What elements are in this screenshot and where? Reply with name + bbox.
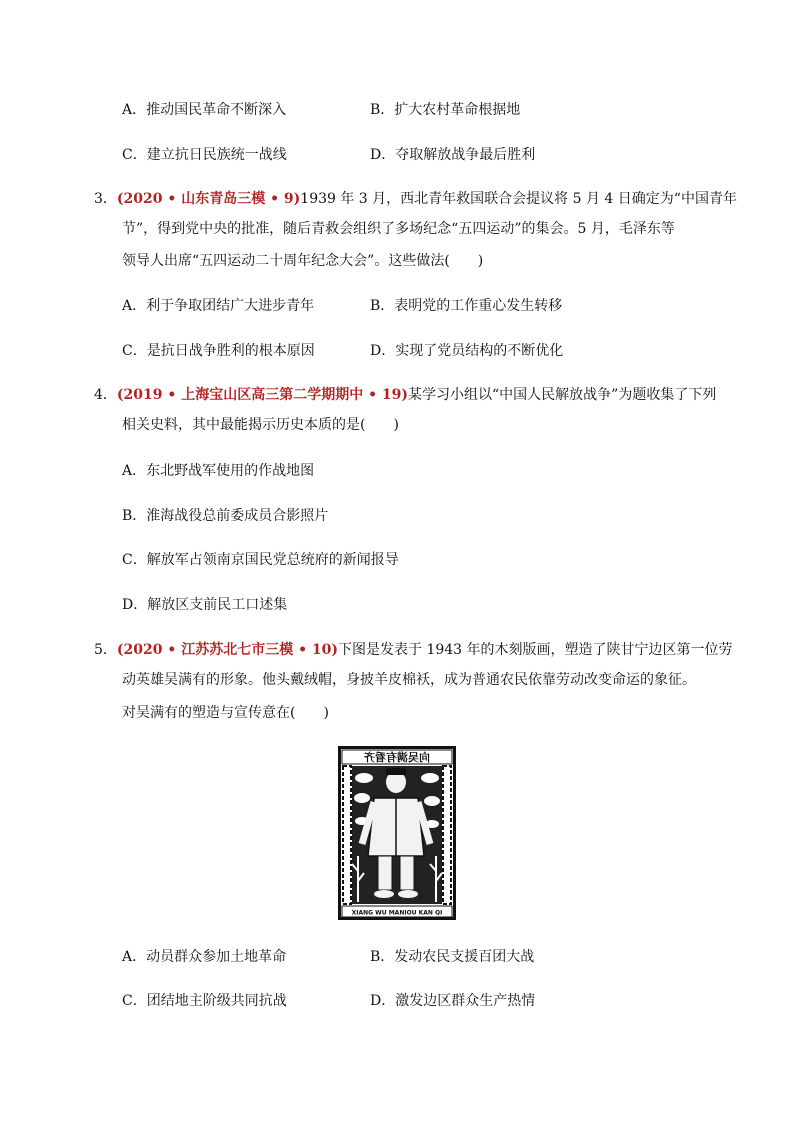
q3-number: 3． (94, 191, 117, 207)
woodcut-top-text: 向吴满有看齐 (364, 751, 430, 764)
q5-stem-line1 (94, 640, 733, 660)
q2-option-c: C．建立抗日民族统一战线 (122, 147, 287, 163)
q3-stem-line2: 节”，得到党中央的批准，随后青救会组织了多场纪念“五四运动”的集会。5 月，毛泽东等 (122, 221, 675, 237)
q3-option-b: B．表明党的工作重心发生转移 (370, 298, 563, 314)
q2-option-b: B．扩大农村革命根据地 (370, 102, 521, 118)
q3-stem-line3: 领导人出席“五四运动二十周年纪念大会”。这些做法( ) (122, 253, 484, 269)
q3-source: (2020 • 山东青岛三模 • 9) (116, 191, 301, 207)
q5-option-a: A．动员群众参加土地革命 (122, 949, 287, 965)
q2-option-a: A．推动国民革命不断深入 (122, 102, 287, 118)
q4-option-c: C．解放军占领南京国民党总统府的新闻报导 (122, 552, 399, 568)
q3-option-c: C．是抗日战争胜利的根本原因 (122, 343, 315, 359)
q4-option-d: D．解放区支前民工口述集 (122, 597, 288, 613)
q5-number: 5． (94, 642, 117, 658)
q5-option-d: D．激发边区群众生产热情 (370, 993, 536, 1009)
q5-stem-line3: 对吴满有的塑造与宣传意在( ) (122, 705, 329, 721)
q5-option-b: B．发动农民支援百团大战 (370, 949, 535, 965)
q4-source: (2019 • 上海宝山区高三第二学期期中 • 19) (116, 387, 409, 403)
q4-text-1: 某学习小组以“中国人民解放战争”为题收集了下列 (408, 387, 717, 403)
q4-option-a: A．东北野战军使用的作战地图 (122, 463, 315, 479)
q2-option-d: D．夺取解放战争最后胜利 (370, 147, 536, 163)
woodcut-bottom-text: XIANG WU MANIOU KAN QI (351, 909, 443, 917)
q3-text-1: 1939 年 3 月，西北青年救国联合会提议将 5 月 4 日确定为“中国青年 (300, 191, 737, 207)
q4-number: 4． (94, 387, 117, 403)
q5-source: (2020 • 江苏苏北七市三模 • 10) (116, 642, 339, 658)
q5-text-1: 下图是发表于 1943 年的木刻版画，塑造了陕甘宁边区第一位劳 (338, 642, 733, 658)
woodcut-print-image (338, 746, 456, 920)
q4-stem-line1 (94, 385, 716, 405)
q4-option-b: B．淮海战役总前委成员合影照片 (122, 508, 329, 524)
q3-option-d: D．实现了党员结构的不断优化 (370, 343, 564, 359)
q3-stem-line1 (94, 189, 737, 209)
q5-stem-line2: 动英雄吴满有的形象。他头戴绒帽，身披羊皮棉袄，成为普通农民依靠劳动改变命运的象征。 (122, 672, 696, 688)
q5-option-c: C．团结地主阶级共同抗战 (122, 993, 287, 1009)
q3-option-a: A．利于争取团结广大进步青年 (122, 298, 315, 314)
q4-stem-line2: 相关史料，其中最能揭示历史本质的是( ) (122, 417, 399, 433)
